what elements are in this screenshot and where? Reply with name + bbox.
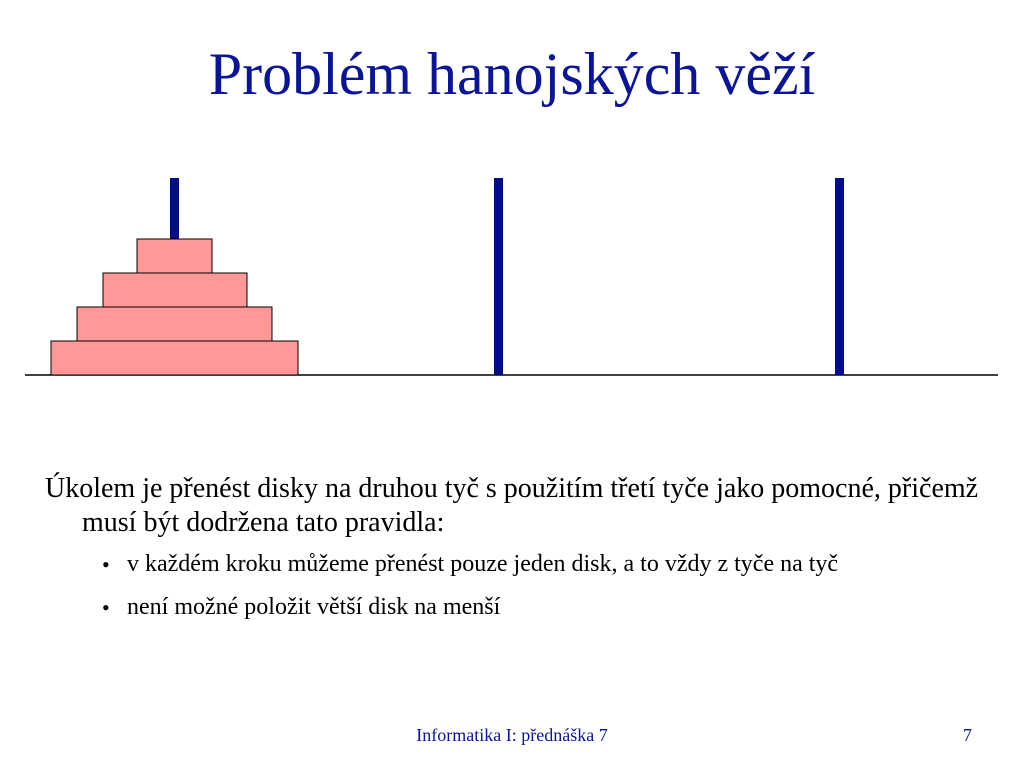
rod-2 — [494, 178, 503, 375]
slide-body — [45, 472, 985, 634]
disk-2 — [103, 273, 247, 307]
bullet-icon: • — [102, 595, 110, 620]
rule-text: v každém kroku můžeme přenést pouze jeden disk, a to vždy z tyče na tyč — [127, 551, 839, 577]
disk-1-smallest — [137, 239, 212, 273]
bullet-icon: • — [102, 552, 110, 577]
rule-text: není možné položit větší disk na menší — [127, 594, 501, 620]
task-paragraph: Úkolem je přenést disky na druhou tyč s použitím třetí tyče jako pomocné, přičemž musí být dodržena tato pravidla: — [45, 473, 979, 538]
rod-3 — [835, 178, 844, 375]
disk-4-largest — [51, 341, 298, 375]
slide-title: Problém hanojských věží — [208, 41, 816, 107]
rule-item — [102, 591, 985, 624]
disk-3 — [77, 307, 272, 341]
rules-list — [45, 548, 985, 624]
page-number: 7 — [963, 725, 972, 745]
footer-text: Informatika I: přednáška 7 — [416, 725, 608, 745]
rule-item — [102, 548, 985, 581]
